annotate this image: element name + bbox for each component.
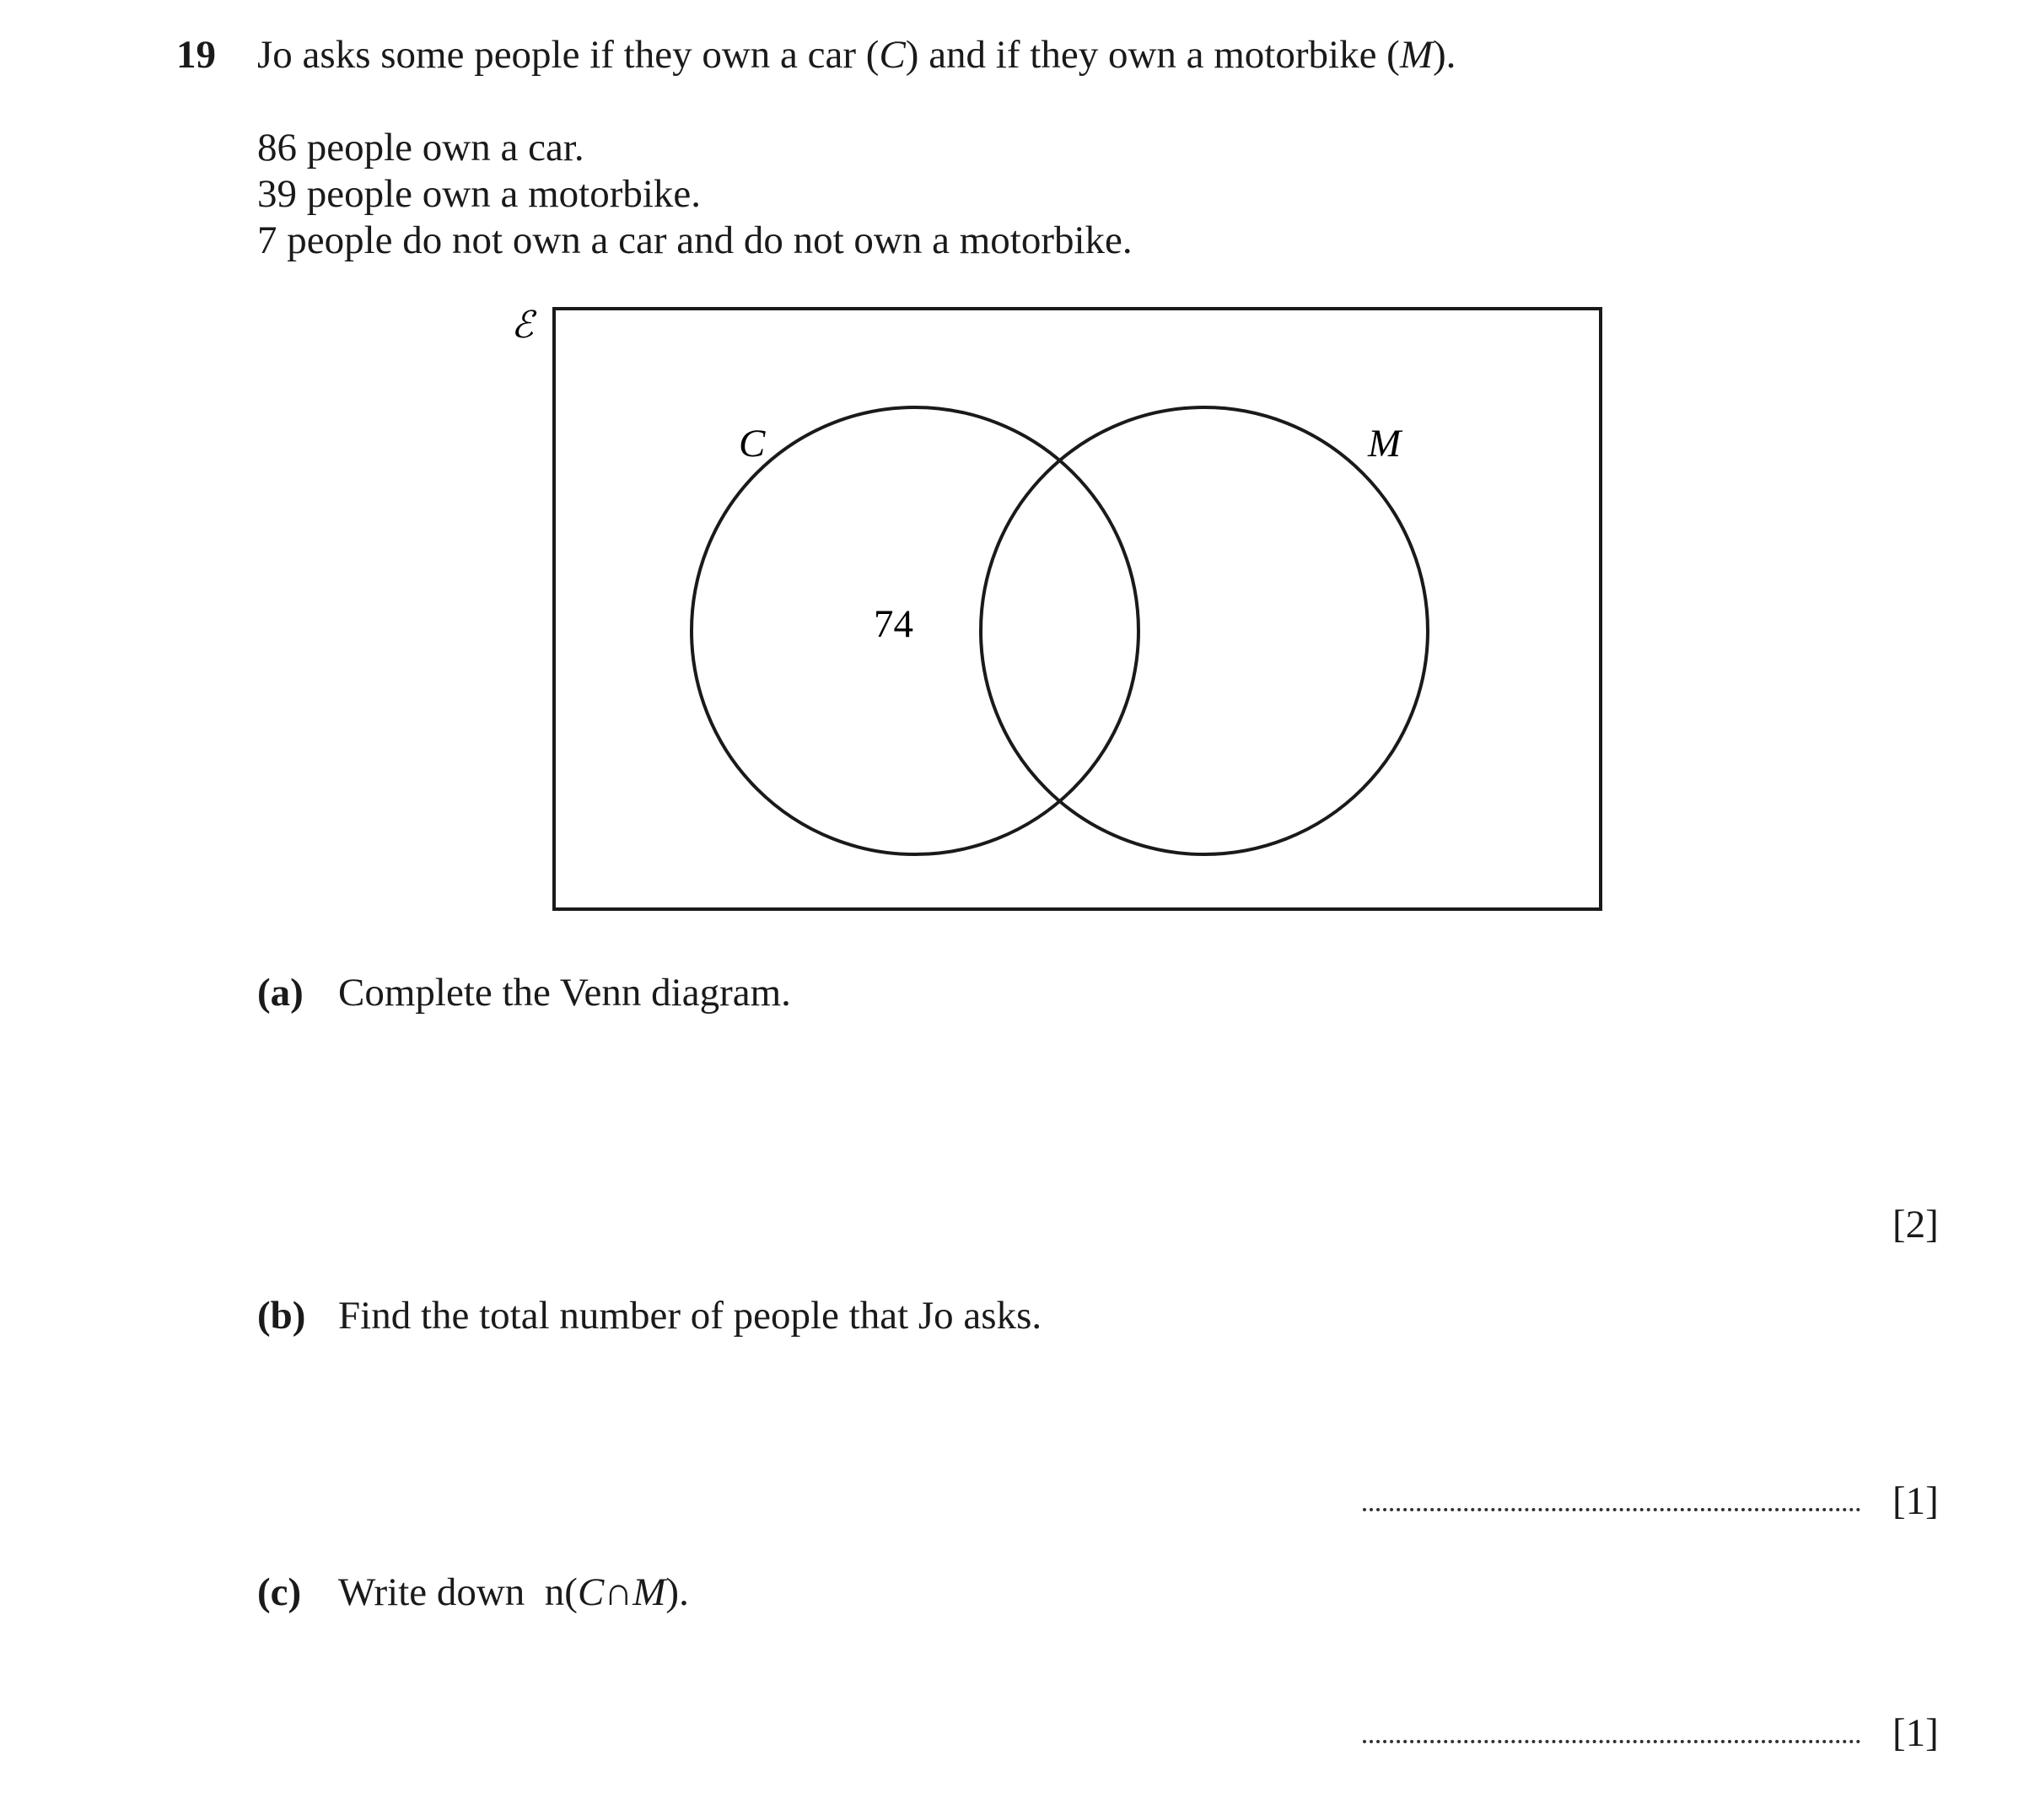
set-c-label: C: [739, 422, 766, 466]
part-c-marks: [1]: [1892, 1711, 1939, 1755]
set-c-circle: [692, 407, 1138, 854]
part-a-text: Complete the Venn diagram.: [338, 971, 791, 1015]
info-line-neither: 7 people do not own a car and do not own a motorbike.: [257, 218, 1133, 262]
universal-set-symbol: ℰ: [511, 304, 534, 346]
part-b-answer-line[interactable]: [1363, 1508, 1860, 1511]
part-c-text: [338, 1570, 689, 1615]
set-m-circle: [981, 407, 1428, 854]
stem-c-symbol: C: [879, 33, 906, 77]
part-c-prefix: Write down n(: [338, 1570, 578, 1614]
c-only-region-value: 74: [874, 602, 913, 646]
question-number: 19: [176, 33, 216, 77]
part-a-marks: [2]: [1892, 1203, 1939, 1247]
stem-part-2: ) and if they own a motorbike (: [905, 33, 1400, 77]
part-c-suffix: ).: [665, 1570, 689, 1614]
part-c-m-symbol: M: [632, 1570, 666, 1614]
intersection-symbol: ∩: [604, 1570, 633, 1614]
part-b-marks: [1]: [1892, 1479, 1939, 1523]
stem-m-symbol: M: [1399, 33, 1433, 77]
universal-set-rectangle: [554, 309, 1601, 909]
stem-part-3: ).: [1432, 33, 1456, 77]
info-line-car: 86 people own a car.: [257, 126, 584, 170]
info-line-motorbike: 39 people own a motorbike.: [257, 172, 702, 216]
part-c-label: (c): [257, 1570, 302, 1614]
stem-part-1: Jo asks some people if they own a car (: [257, 33, 880, 77]
part-b-text: Find the total number of people that Jo asks.: [338, 1294, 1042, 1338]
part-c-answer-line[interactable]: [1363, 1740, 1860, 1743]
set-m-label: M: [1368, 422, 1402, 466]
part-a-label: (a): [257, 971, 304, 1015]
part-c-c-symbol: C: [577, 1570, 605, 1614]
part-b-label: (b): [257, 1294, 306, 1338]
